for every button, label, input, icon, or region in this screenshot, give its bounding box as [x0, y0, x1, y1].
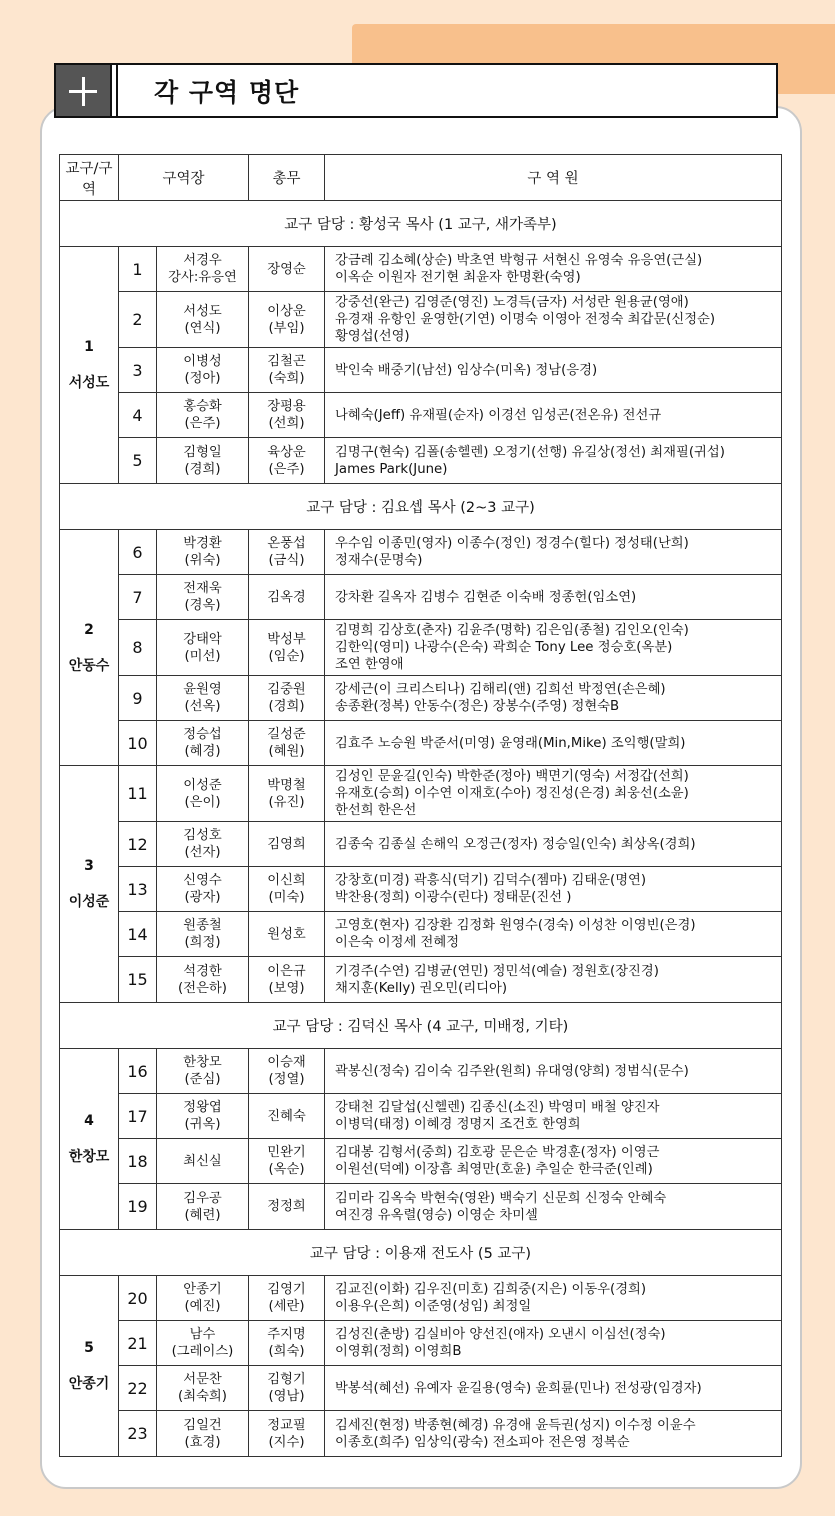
- leader-line: (희정): [184, 935, 221, 950]
- secretary-line: (지수): [268, 1434, 305, 1450]
- section-heading-row: [60, 201, 782, 247]
- secretary-line: 장영순: [267, 261, 306, 277]
- leader-line: (위숙): [184, 553, 221, 568]
- parish-name: 안동수: [68, 657, 110, 674]
- leader-line: 정왕엽: [183, 1100, 222, 1115]
- members-line: 황영섭(선영): [335, 329, 410, 344]
- secretary-line: 박성부: [267, 631, 306, 647]
- members-line: 이옥순 이원자 전기현 최윤자 한명환(숙영): [335, 270, 581, 285]
- roster-table: [59, 154, 782, 1457]
- secretary-line: (미숙): [268, 890, 305, 905]
- leader-line: (미선): [184, 648, 221, 664]
- district-leader: [157, 620, 249, 676]
- members-line: 김성인 문윤길(인숙) 박한준(정아) 백면기(영숙) 서정갑(선희): [335, 769, 689, 784]
- district-leader: [157, 292, 249, 348]
- district-secretary: [249, 1094, 325, 1139]
- members-line: 강중선(완근) 김영준(영진) 노경득(금자) 서성란 원용균(영애): [335, 295, 689, 310]
- district-leader: [157, 438, 249, 484]
- parish-name: 한창모: [68, 1149, 110, 1165]
- members-line: 박찬용(정희) 이광수(린다) 정태문(진선 ): [335, 890, 572, 905]
- leader-line: 원종철: [183, 918, 222, 933]
- district-members: [325, 867, 782, 912]
- district-members: [325, 822, 782, 867]
- header-members: 구 역 원: [325, 155, 782, 201]
- members-line: 김종숙 김종실 손해익 오정근(정자) 정승일(인숙) 최상옥(경희): [335, 836, 696, 852]
- leader-line: (그레이스): [171, 1344, 234, 1359]
- district-members: [325, 1139, 782, 1184]
- members-line: 곽봉신(정숙) 김이숙 김주완(원희) 유대영(양희) 정범식(문수): [335, 1063, 689, 1079]
- district-leader: [157, 1411, 249, 1457]
- district-members: [325, 247, 782, 292]
- section-heading: 교구 담당 : 이용재 전도사 (5 교구): [60, 1230, 782, 1276]
- leader-line: 이병성: [183, 354, 222, 369]
- leader-line: (연식): [184, 320, 221, 336]
- secretary-line: 김형기: [267, 1372, 306, 1387]
- district-number: 15: [119, 957, 157, 1003]
- leader-line: 서경우: [183, 253, 222, 268]
- district-leader: [157, 1184, 249, 1230]
- table-row: [60, 393, 782, 438]
- table-row: [60, 1276, 782, 1321]
- secretary-line: 김중원: [267, 682, 306, 697]
- parish-name: 이성준: [68, 894, 110, 910]
- district-members: [325, 1276, 782, 1321]
- members-line: 강세근(이 크리스티나) 김해리(앤) 김희선 박정연(손은혜): [335, 682, 666, 697]
- district-leader: [157, 530, 249, 575]
- district-number: 14: [119, 912, 157, 957]
- members-line: 박인숙 배중기(남선) 임상수(미옥) 정남(응경): [335, 362, 598, 378]
- members-line: 김명구(현숙) 김폴(송헬렌) 오정기(선행) 유길상(정선) 최재필(귀섭): [335, 444, 725, 460]
- district-secretary: [249, 1411, 325, 1457]
- district-secretary: [249, 1049, 325, 1094]
- leader-line: 김성호: [183, 828, 222, 843]
- members-line: 김성진(춘방) 김실비아 양선진(애자) 오낸시 이심선(정숙): [335, 1327, 666, 1342]
- members-line: 강차환 길옥자 김병수 김현준 이숙배 정종헌(임소연): [335, 589, 637, 605]
- secretary-line: 정정희: [267, 1199, 306, 1214]
- district-secretary: [249, 1276, 325, 1321]
- secretary-line: 길성준: [267, 727, 306, 742]
- leader-line: (예진): [184, 1299, 221, 1314]
- district-number: 19: [119, 1184, 157, 1230]
- district-secretary: [249, 620, 325, 676]
- table-row: [60, 1321, 782, 1366]
- district-members: [325, 620, 782, 676]
- parish-cell: [60, 766, 119, 1003]
- secretary-line: 민완기: [267, 1145, 306, 1160]
- district-members: [325, 575, 782, 620]
- parish-cell: [60, 247, 119, 484]
- table-row: [60, 1049, 782, 1094]
- section-heading: 교구 담당 : 황성국 목사 (1 교구, 새가족부): [60, 201, 782, 247]
- leader-line: 한창모: [183, 1055, 222, 1070]
- members-line: 박봉석(혜선) 유예자 윤길용(영숙) 윤희륜(민나) 전성광(임경자): [335, 1380, 702, 1396]
- parish-number: 2: [84, 621, 94, 638]
- page-title: 각 구역 명단: [116, 65, 776, 116]
- secretary-line: (혜원): [268, 744, 305, 759]
- district-members: [325, 1049, 782, 1094]
- district-leader: [157, 348, 249, 393]
- district-number: 18: [119, 1139, 157, 1184]
- title-bar: [54, 63, 778, 118]
- leader-line: 신영수: [183, 873, 222, 888]
- members-line: 김효주 노승원 박준서(미영) 윤영래(Min,Mike) 조익행(말희): [335, 735, 686, 751]
- members-line: 김명희 김상호(춘자) 김윤주(명학) 김은임(종철) 김인오(인숙): [335, 623, 689, 638]
- district-members: [325, 292, 782, 348]
- district-number: 3: [119, 348, 157, 393]
- section-heading-row: [60, 484, 782, 530]
- district-secretary: [249, 1139, 325, 1184]
- secretary-line: (임순): [268, 648, 305, 664]
- district-secretary: [249, 912, 325, 957]
- parish-number: 3: [84, 858, 94, 874]
- district-number: 7: [119, 575, 157, 620]
- district-number: 4: [119, 393, 157, 438]
- members-line: 김미라 김옥숙 박현숙(영완) 백숙기 신문희 신정숙 안혜숙: [335, 1190, 667, 1206]
- secretary-line: 김옥경: [267, 589, 306, 605]
- district-secretary: [249, 822, 325, 867]
- district-number: 8: [119, 620, 157, 676]
- district-leader: [157, 676, 249, 721]
- district-number: 12: [119, 822, 157, 867]
- members-line: 이영휘(정희) 이영희B: [335, 1344, 462, 1359]
- district-number: 23: [119, 1411, 157, 1457]
- members-line: 한선희 한은선: [335, 803, 417, 818]
- district-secretary: [249, 1366, 325, 1411]
- members-line: 정재수(문명숙): [335, 553, 423, 568]
- parish-number: 4: [84, 1113, 94, 1129]
- members-line: 송종환(정복) 안동수(정은) 장봉수(주영) 정현숙B: [335, 699, 620, 714]
- district-secretary: [249, 393, 325, 438]
- secretary-line: 이신희: [267, 873, 306, 888]
- table-row: [60, 292, 782, 348]
- parish-number: 1: [84, 339, 94, 355]
- district-members: [325, 957, 782, 1003]
- district-members: [325, 721, 782, 766]
- district-leader: [157, 1321, 249, 1366]
- secretary-line: 육상운: [267, 444, 306, 460]
- district-number: 5: [119, 438, 157, 484]
- district-secretary: [249, 676, 325, 721]
- district-number: 22: [119, 1366, 157, 1411]
- district-number: 20: [119, 1276, 157, 1321]
- leader-line: 서성도: [183, 303, 222, 319]
- secretary-line: (경희): [268, 699, 305, 714]
- secretary-line: 김영기: [267, 1282, 306, 1297]
- leader-line: (광자): [184, 890, 221, 905]
- district-leader: [157, 912, 249, 957]
- district-leader: [157, 721, 249, 766]
- leader-line: (경희): [184, 461, 221, 477]
- secretary-line: (옥순): [268, 1162, 305, 1177]
- district-leader: [157, 393, 249, 438]
- leader-line: (선자): [184, 845, 221, 860]
- secretary-line: 온풍섭: [267, 536, 306, 551]
- table-row: [60, 721, 782, 766]
- leader-line: 김일건: [183, 1417, 222, 1433]
- leader-line: 남수: [189, 1327, 216, 1342]
- leader-line: (경옥): [184, 598, 221, 613]
- parish-cell: [60, 1049, 119, 1230]
- leader-line: 서문찬: [183, 1372, 222, 1387]
- table-row: [60, 575, 782, 620]
- members-line: James Park(June): [335, 461, 448, 477]
- members-line: 이원선(덕예) 이장흠 최영만(호윤) 추일순 한극준(인례): [335, 1162, 653, 1177]
- members-line: 강태천 김달섭(신헬렌) 김종신(소진) 박영미 배철 양진자: [335, 1100, 660, 1115]
- leader-line: (귀옥): [184, 1117, 221, 1132]
- leader-line: (효경): [184, 1434, 221, 1450]
- parish-cell: [60, 1276, 119, 1457]
- district-members: [325, 438, 782, 484]
- table-row: [60, 348, 782, 393]
- district-secretary: [249, 1321, 325, 1366]
- table-row: [60, 1411, 782, 1457]
- secretary-line: (세란): [268, 1299, 305, 1314]
- table-row: [60, 957, 782, 1003]
- district-members: [325, 1321, 782, 1366]
- table-row: [60, 1184, 782, 1230]
- district-leader: [157, 1366, 249, 1411]
- leader-line: 정승섭: [183, 727, 222, 742]
- parish-number: 5: [84, 1340, 94, 1356]
- district-members: [325, 1184, 782, 1230]
- members-line: 김세진(현정) 박종현(혜경) 유경애 윤득권(성지) 이수정 이윤수: [335, 1417, 696, 1433]
- members-line: 강창호(미경) 곽흥식(덕기) 김덕수(젬마) 김태운(명연): [335, 873, 647, 888]
- secretary-line: (정열): [268, 1072, 305, 1087]
- leader-line: (전은하): [178, 980, 227, 996]
- district-number: 11: [119, 766, 157, 822]
- district-secretary: [249, 438, 325, 484]
- district-number: 21: [119, 1321, 157, 1366]
- district-number: 9: [119, 676, 157, 721]
- secretary-line: (금식): [268, 553, 305, 568]
- secretary-line: (은주): [268, 461, 305, 477]
- leader-line: (정아): [184, 371, 221, 386]
- table-row: [60, 1094, 782, 1139]
- secretary-line: 김영희: [267, 836, 306, 852]
- district-leader: [157, 1049, 249, 1094]
- secretary-line: 정교필: [267, 1417, 306, 1433]
- members-line: 나혜숙(Jeff) 유재필(순자) 이경선 임성곤(전온유) 전선규: [335, 407, 662, 423]
- secretary-line: 장평용: [267, 399, 306, 414]
- district-number: 6: [119, 530, 157, 575]
- members-line: 강금례 김소혜(상순) 박초연 박형규 서현신 유영숙 유응연(근실): [335, 253, 703, 268]
- members-line: 유경재 유항인 윤영한(기연) 이명숙 이영아 전정숙 최갑문(신정순): [335, 312, 716, 327]
- district-secretary: [249, 957, 325, 1003]
- district-number: 2: [119, 292, 157, 348]
- leader-line: 강태악: [183, 631, 222, 647]
- district-leader: [157, 1094, 249, 1139]
- section-heading-row: [60, 1003, 782, 1049]
- secretary-line: (유진): [268, 794, 305, 810]
- leader-line: (은이): [184, 794, 221, 810]
- table-row: [60, 912, 782, 957]
- members-line: 우수임 이종민(영자) 이종수(정인) 정경수(힐다) 정성태(난희): [335, 536, 689, 551]
- leader-line: 안종기: [183, 1282, 222, 1297]
- district-members: [325, 530, 782, 575]
- members-line: 조연 한영애: [335, 657, 404, 672]
- district-number: 13: [119, 867, 157, 912]
- secretary-line: 김철곤: [267, 354, 306, 369]
- members-line: 여진경 유옥렬(영승) 이영순 차미셀: [335, 1207, 538, 1223]
- leader-line: (준심): [184, 1072, 221, 1087]
- district-leader: [157, 867, 249, 912]
- district-members: [325, 676, 782, 721]
- district-members: [325, 393, 782, 438]
- header-parish: 교구/구역: [60, 155, 119, 201]
- members-line: 김대봉 김형서(중희) 김호광 문은순 박경훈(정자) 이영근: [335, 1145, 660, 1160]
- district-members: [325, 1094, 782, 1139]
- members-line: 이종호(희주) 임상익(광숙) 전소피아 전은영 정복순: [335, 1434, 630, 1450]
- members-line: 이용우(은희) 이준영(성임) 최정일: [335, 1299, 532, 1314]
- district-leader: [157, 957, 249, 1003]
- district-secretary: [249, 721, 325, 766]
- district-leader: [157, 1139, 249, 1184]
- members-line: 김한익(영미) 나광수(은숙) 곽희순 Tony Lee 정승호(옥분): [335, 640, 673, 655]
- leader-line: (최숙희): [178, 1389, 227, 1404]
- members-line: 채지훈(Kelly) 권오민(리디아): [335, 980, 508, 996]
- members-line: 김교진(이화) 김우진(미호) 김희중(지은) 이동우(경희): [335, 1282, 647, 1297]
- members-line: 고영호(현자) 김장환 김정화 원영수(경숙) 이성찬 이영빈(은경): [335, 918, 696, 933]
- secretary-line: 박명철: [267, 777, 306, 793]
- leader-line: (혜련): [184, 1207, 221, 1223]
- district-number: 10: [119, 721, 157, 766]
- district-leader: [157, 766, 249, 822]
- leader-line: (은주): [184, 416, 221, 431]
- table-row: [60, 438, 782, 484]
- district-secretary: [249, 348, 325, 393]
- secretary-line: (영남): [268, 1389, 305, 1404]
- leader-line: 강사:유응연: [168, 270, 237, 285]
- section-heading: 교구 담당 : 김요셉 목사 (2~3 교구): [60, 484, 782, 530]
- members-line: 기경주(수연) 김병균(연민) 정민석(예슬) 정원호(장진경): [335, 963, 659, 979]
- plus-icon: [56, 65, 112, 116]
- table-row: [60, 822, 782, 867]
- secretary-line: 진혜숙: [267, 1108, 306, 1124]
- leader-line: (선옥): [184, 699, 221, 714]
- district-members: [325, 912, 782, 957]
- table-row: [60, 867, 782, 912]
- district-leader: [157, 575, 249, 620]
- leader-line: 박경환: [183, 536, 222, 551]
- district-members: [325, 1366, 782, 1411]
- district-leader: [157, 247, 249, 292]
- secretary-line: (선희): [268, 416, 305, 431]
- leader-line: 이성준: [183, 777, 222, 793]
- header-leader: 구역장: [119, 155, 249, 201]
- district-secretary: [249, 575, 325, 620]
- district-number: 17: [119, 1094, 157, 1139]
- leader-line: 전재욱: [183, 581, 222, 596]
- leader-line: 김형일: [183, 444, 222, 460]
- table-row: [60, 676, 782, 721]
- members-line: 이병덕(태정) 이혜경 정명지 조건호 한영희: [335, 1117, 581, 1132]
- district-secretary: [249, 292, 325, 348]
- table-row: [60, 1366, 782, 1411]
- parish-cell: [60, 530, 119, 766]
- secretary-line: (보영): [268, 980, 305, 996]
- parish-name: 서성도: [68, 375, 110, 391]
- secretary-line: (희숙): [268, 1344, 305, 1359]
- secretary-line: (부임): [268, 320, 305, 336]
- district-members: [325, 1411, 782, 1457]
- leader-line: 최신실: [183, 1153, 222, 1169]
- table-header-row: [60, 155, 782, 201]
- table-row: [60, 766, 782, 822]
- secretary-line: 이은규: [267, 963, 306, 979]
- leader-line: 홍승화: [183, 399, 222, 414]
- district-leader: [157, 822, 249, 867]
- district-number: 1: [119, 247, 157, 292]
- table-row: [60, 620, 782, 676]
- members-line: 이은숙 이정세 전혜정: [335, 935, 460, 950]
- district-members: [325, 348, 782, 393]
- district-secretary: [249, 530, 325, 575]
- section-heading: 교구 담당 : 김덕신 목사 (4 교구, 미배정, 기타): [60, 1003, 782, 1049]
- district-secretary: [249, 1184, 325, 1230]
- leader-line: (혜경): [184, 744, 221, 759]
- secretary-line: 이승재: [267, 1055, 306, 1070]
- secretary-line: 이상운: [267, 303, 306, 319]
- table-row: [60, 247, 782, 292]
- table-row: [60, 530, 782, 575]
- leader-line: 석경한: [183, 963, 222, 979]
- district-secretary: [249, 247, 325, 292]
- leader-line: 윤원영: [183, 682, 222, 697]
- district-number: 16: [119, 1049, 157, 1094]
- parish-name: 안종기: [68, 1376, 110, 1392]
- district-members: [325, 766, 782, 822]
- secretary-line: 원성호: [267, 926, 306, 942]
- leader-line: 김우공: [183, 1190, 222, 1206]
- secretary-line: 주지명: [267, 1327, 306, 1342]
- section-heading-row: [60, 1230, 782, 1276]
- secretary-line: (숙희): [268, 371, 305, 386]
- district-secretary: [249, 766, 325, 822]
- district-leader: [157, 1276, 249, 1321]
- table-row: [60, 1139, 782, 1184]
- district-secretary: [249, 867, 325, 912]
- header-secretary: 총무: [249, 155, 325, 201]
- members-line: 유재호(승희) 이수연 이재호(수아) 정진성(은경) 최웅선(소윤): [335, 786, 689, 801]
